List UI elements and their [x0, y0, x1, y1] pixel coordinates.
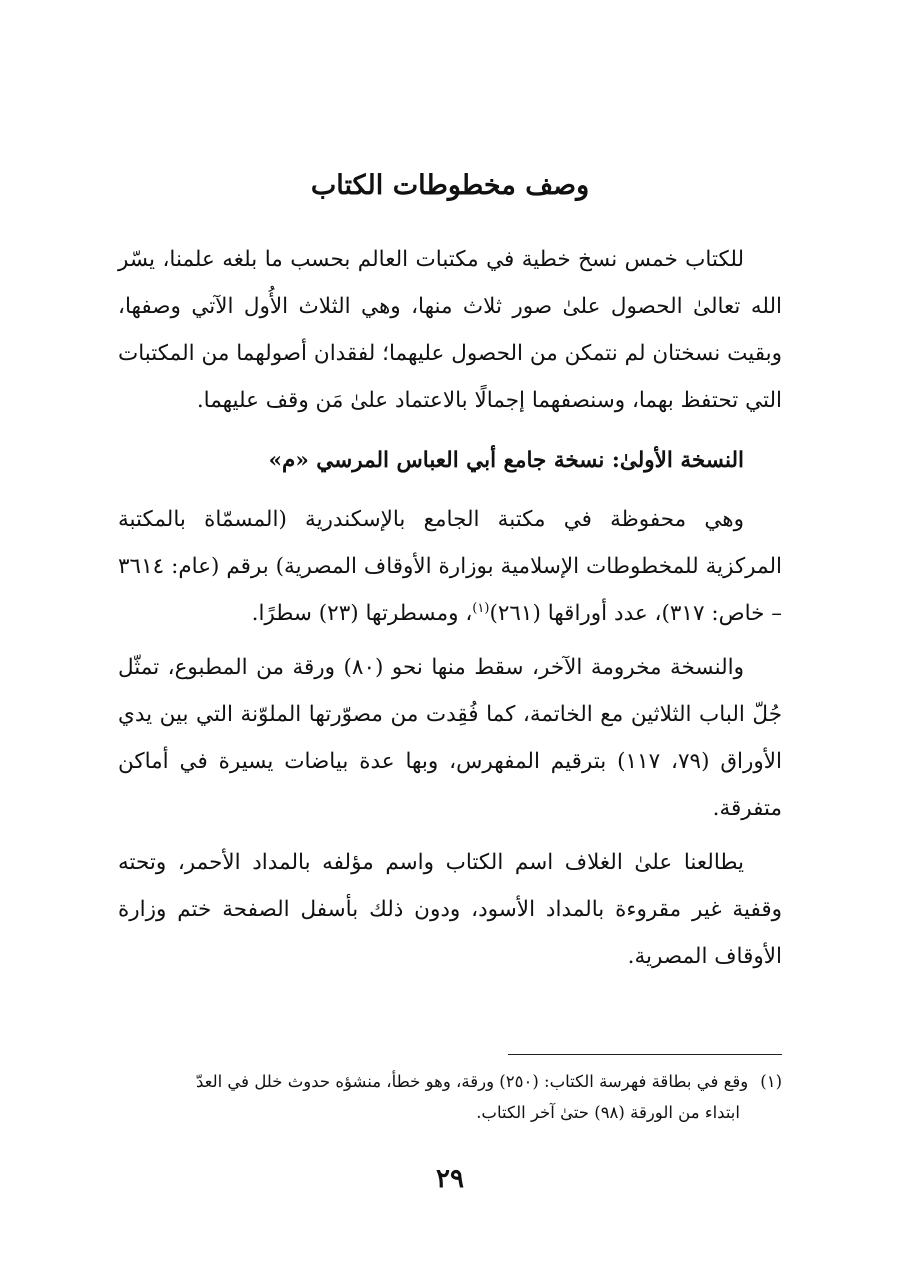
manuscript-cover-paragraph: يطالعنا علىٰ الغلاف اسم الكتاب واسم مؤلفه بالمداد الأحمر، وتحته وقفية غير مقروءة بالمداد الأسود، ودون ذلك بأسفل الصفحة ختم وزارة الأوقاف المصرية.: [118, 850, 782, 969]
intro-paragraph: للكتاب خمس نسخ خطية في مكتبات العالم بحسب ما بلغه علمنا، يسّر الله تعالىٰ الحصول علىٰ صور ثلاث منها، وهي الثلاث الأُول الآتي وصفها، وبقيت نسختان لم نتمكن من الحصول عليهما؛ لفقدان أصولهما من المكتبات التي تحتفظ بهما، وسنصفهما إجمالًا بالاعتماد علىٰ مَن وقف عليهما.: [118, 247, 782, 413]
footnote-line-2: ابتداء من الورقة (٩٨) حتىٰ آخر الكتاب.: [476, 1103, 740, 1122]
footnote-line-1: [118, 1066, 782, 1097]
page-number: ٢٩: [436, 1164, 464, 1194]
main-text: [118, 236, 782, 987]
footnote-divider: [508, 1054, 782, 1055]
book-page: [118, 0, 782, 1271]
manuscript-location-text: وهي محفوظة في مكتبة الجامع بالإسكندرية (المسمّاة بالمكتبة المركزية للمخطوطات الإسلامية بوزارة الأوقاف المصرية) برقم (عام: ٣٦١٤ – خاص: ٣١٧)، عدد أوراقها (٢٦١): [118, 507, 782, 626]
manuscript-condition-paragraph: والنسخة مخرومة الآخر، سقط منها نحو (٨٠) ورقة من المطبوع، تمثّل جُلّ الباب الثلاثين مع الخاتمة، كما فُقِدت من مصوّرتها الملوّنة التي بين يدي الأوراق (٧٩، ١١٧) بترقيم المفهرس، وبها عدة بياضات يسيرة في أماكن متفرقة.: [118, 655, 782, 821]
page-title: وصف مخطوطات الكتاب: [310, 170, 590, 201]
manuscript-location-text-end: ، ومسطرتها (٢٣) سطرًا.: [251, 601, 473, 626]
footnote-reference[interactable]: (١): [472, 600, 490, 616]
manuscript-location-paragraph: [118, 496, 782, 637]
footnote-number: (١): [760, 1072, 782, 1091]
footnote-text-1: وقع في بطاقة فهرسة الكتاب: (٢٥٠) ورقة، وهو خطأ، منشؤه حدوث خلل في العدّ: [195, 1072, 749, 1091]
footnote: [118, 1066, 782, 1128]
manuscript-heading: النسخة الأولىٰ: نسخة جامع أبي العباس المرسي «م»: [268, 448, 744, 473]
